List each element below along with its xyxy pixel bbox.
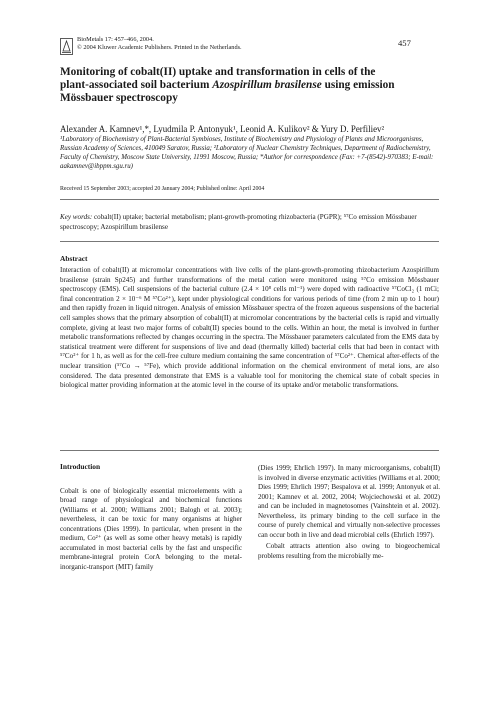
received-dates: Received 15 September 2003; accepted 20 January 2004; Published online: April 2004 xyxy=(60,186,265,192)
journal-info xyxy=(77,36,242,52)
title-line-1: Monitoring of cobalt(II) uptake and transformation in cells of the xyxy=(60,66,376,78)
affiliations: ¹Laboratory of Biochemistry of Plant-Bacterial Symbioses, Institute of Biochemistry and Physiology of Plants and Microorganisms, Russian Academy of Sciences, 410049 Saratov, Russia; ²Laboratory of Nuclear Chemistry Techniques, Department of Radiochemistry, Faculty of Chemistry, Moscow State University, 11991 Moscow, Russia; *Author for correspondence (Fax: +7-(8542)-970383; E-mail: aakamnev@ibppm.sgu.ru) xyxy=(60,136,434,170)
column-left xyxy=(60,462,242,572)
keywords xyxy=(60,212,440,232)
keywords-label: Key words: xyxy=(60,213,93,221)
abstract-heading: Abstract xyxy=(60,254,88,263)
divider-top xyxy=(60,199,439,200)
divider-bottom xyxy=(60,450,439,451)
divider-middle xyxy=(60,241,439,242)
page-number: 457 xyxy=(398,38,411,48)
title-line-2-post: using emission xyxy=(321,79,395,92)
publisher-logo-icon xyxy=(60,38,73,55)
author-list: Alexander A. Kamnev¹,*, Lyudmila P. Antonyuk¹, Leonid A. Kulikov² & Yury D. Perfiliev² xyxy=(60,124,385,134)
title-line-2-pre: plant-associated soil bacterium xyxy=(60,79,213,92)
intro-paragraph-1-cont: (Dies 1999; Ehrlich 1997). In many microorganisms, cobalt(II) is involved in diverse enzymatic activities (Williams et al. 2000; Dies 1999; Ehrlich 1997; Bespalova et al. 1999; Antonyuk et al. 2001; Kamnev et al. 2002, 2004; Wojciechowski et al. 2002) and can be included in magnetosomes (Vainshtein et al. 2002). Nevertheless, its primary binding to the cell surface in the course of purely chemical and virtually non-selective processes can occur both in live and dead microbial cells (Ehrlich 1997). xyxy=(258,464,440,539)
column-right xyxy=(258,464,440,561)
intro-paragraph-1: Cobalt is one of biologically essential microelements with a broad range of physiological and biochemical functions (Williams et al. 2000; Williams 2001; Balogh et al. 2003); nevertheless, it can be toxic for many organisms at higher concentrations (Dies 1999). In particular, when present in the medium, Co²⁺ (as well as some other heavy metals) is rapidly accumulated in most bacterial cells by the fast and unspecific membrane-integral protein CorA belonging to the metal-inorganic-transport (MIT) family xyxy=(60,486,242,571)
introduction-heading: Introduction xyxy=(60,462,101,471)
abstract-text: Interaction of cobalt(II) at micromolar concentrations with live cells of the plant-growth-promoting rhizobacterium Azospirillum brasilense (strain Sp245) and further transformations of the metal cation were monitored using ⁵⁷Co emission Mössbauer spectroscopy (EMS). Cell suspensions of the bacterial culture (2.4 × 10⁸ cells ml⁻¹) were doped with radioactive ⁵⁷CoCl₂ (1 mCi; final concentration 2 × 10⁻⁶ M ⁵⁷Co²⁺), kept under physiological conditions for various periods of time (from 2 min up to 1 hour) and then rapidly frozen in liquid nitrogen. Analysis of emission Mössbauer spectra of the frozen aqueous suspensions of the bacterial cell samples shows that the primary absorption of cobalt(II) at micromolar concentrations by the bacterial cells is rapid and virtually complete, giving at least two major forms of cobalt(II) species bound to the cells. Within an hour, the metal is involved in further metabolic transformations reflected by changes occurring in the spectra. The Mössbauer parameters calculated from the EMS data by statistical treatment were different for suspensions of live and dead (thermally killed) bacterial cells that had been in contact with ⁵⁷Co²⁺ for 1 h, as well as for the cell-free culture medium containing the same concentration of ⁵⁷Co²⁺. Chemical after-effects of the nuclear transition (⁵⁷Co → ⁵⁷Fe), which provide additional information on the chemical environment of metal ions, are also considered. The data presented demonstrate that EMS is a valuable tool for monitoring the chemical state of cobalt species in biological matter providing information at the atomic level in the course of its uptake and/or metabolic transformations. xyxy=(60,266,439,390)
keywords-text: cobalt(II) uptake; bacterial metabolism; plant-growth-promoting rhizobacteria (PGPR); ⁵⁷Co emission Mössbauer spectroscopy; Azospirillum brasilense xyxy=(60,213,417,231)
paper-title xyxy=(60,66,440,106)
intro-paragraph-2: Cobalt attracts attention also owing to biogeochemical problems resulting from the microbially me- xyxy=(258,542,440,560)
title-organism: Azospirillum brasilense xyxy=(212,79,322,92)
journal-citation: BioMetals 17: 457–466, 2004. xyxy=(77,36,154,43)
title-line-3: Mössbauer spectroscopy xyxy=(60,92,178,105)
copyright-line: © 2004 Kluwer Academic Publishers. Printed in the Netherlands. xyxy=(77,44,242,51)
